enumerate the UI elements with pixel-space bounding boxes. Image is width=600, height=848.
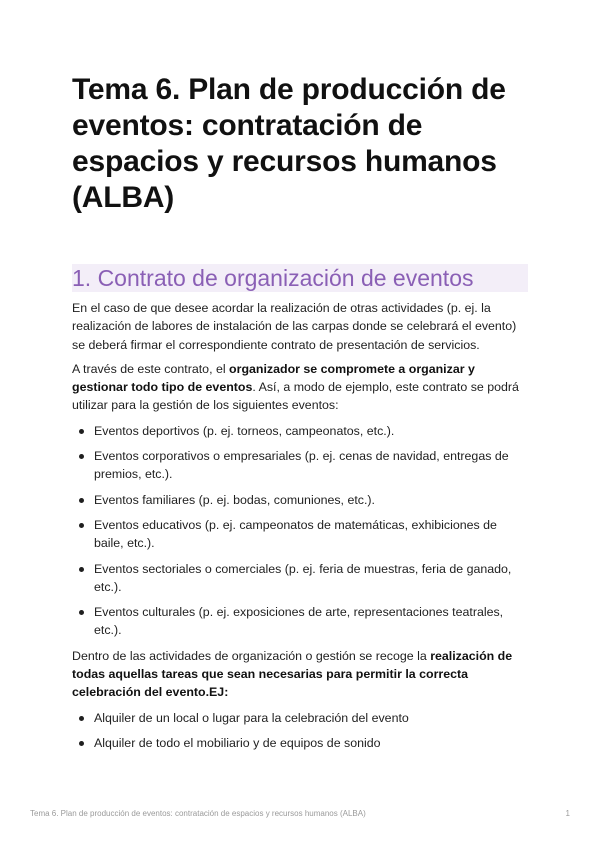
event-types-list: [72, 422, 528, 640]
bullet-icon: [79, 741, 84, 746]
page-number: 1: [565, 809, 570, 818]
list-item: [72, 422, 528, 440]
paragraph-contract-text-after: . Así, a modo de ejemplo, este contrato se podrá utilizar para la gestión de los siguientes eventos:: [72, 380, 519, 413]
paragraph-tasks-bold: realización de todas aquellas tareas que sean necesarias para permitir la correcta celebración del evento.EJ:: [72, 648, 513, 700]
paragraph-contract: [72, 360, 528, 415]
paragraph-tasks-text-before: Dentro de las actividades de organización o gestión se recoge la: [72, 648, 431, 663]
list-item-text: Alquiler de un local o lugar para la celebración del evento: [94, 710, 409, 725]
footer-text: Tema 6. Plan de producción de eventos: contratación de espacios y recursos humanos (ALBA): [30, 809, 366, 818]
list-item: [72, 491, 528, 509]
paragraph-intro: En el caso de que desee acordar la realización de otras actividades (p. ej. la realización de labores de instalación de las carpas donde se celebrará el evento) se deberá firmar el correspondiente contrato de presentación de servicios.: [72, 301, 517, 352]
bullet-icon: [79, 429, 84, 434]
bullet-icon: [79, 523, 84, 528]
list-item-text: Eventos familiares (p. ej. bodas, comuniones, etc.).: [94, 492, 375, 507]
bullet-icon: [79, 610, 84, 615]
list-item-text: Eventos sectoriales o comerciales (p. ej. feria de muestras, feria de ganado, etc.).: [94, 561, 512, 594]
tasks-list: [72, 709, 528, 753]
list-item-text: Eventos corporativos o empresariales (p. ej. cenas de navidad, entregas de premios, etc.).: [94, 449, 509, 482]
list-item: [72, 709, 528, 727]
list-item: [72, 516, 528, 553]
paragraph-contract-bold: organizador se compromete a organizar y gestionar todo tipo de eventos: [72, 361, 475, 395]
bullet-icon: [79, 498, 84, 503]
list-item-text: Alquiler de todo el mobiliario y de equipos de sonido: [94, 735, 381, 750]
list-item: [72, 603, 528, 640]
paragraph-tasks: [72, 647, 528, 702]
list-item-text: Eventos deportivos (p. ej. torneos, campeonatos, etc.).: [94, 423, 395, 438]
bullet-icon: [79, 567, 84, 572]
list-item-text: Eventos educativos (p. ej. campeonatos de matemáticas, exhibiciones de baile, etc.).: [94, 517, 497, 551]
bullet-icon: [79, 716, 84, 721]
page-footer: [30, 809, 570, 818]
section-heading-highlight: [72, 264, 528, 292]
section-heading: 1. Contrato de organización de eventos: [72, 265, 474, 291]
page-title: Tema 6. Plan de producción de eventos: contratación de espacios y recursos humanos (ALBA): [72, 73, 506, 214]
list-item: [72, 560, 528, 597]
document-page: [72, 72, 528, 759]
list-item: [72, 447, 528, 484]
list-item-text: Eventos culturales (p. ej. exposiciones de arte, representaciones teatrales, etc.).: [94, 605, 504, 638]
bullet-icon: [79, 454, 84, 459]
list-item: [72, 734, 528, 752]
paragraph-contract-text-before: A través de este contrato, el: [72, 361, 230, 376]
